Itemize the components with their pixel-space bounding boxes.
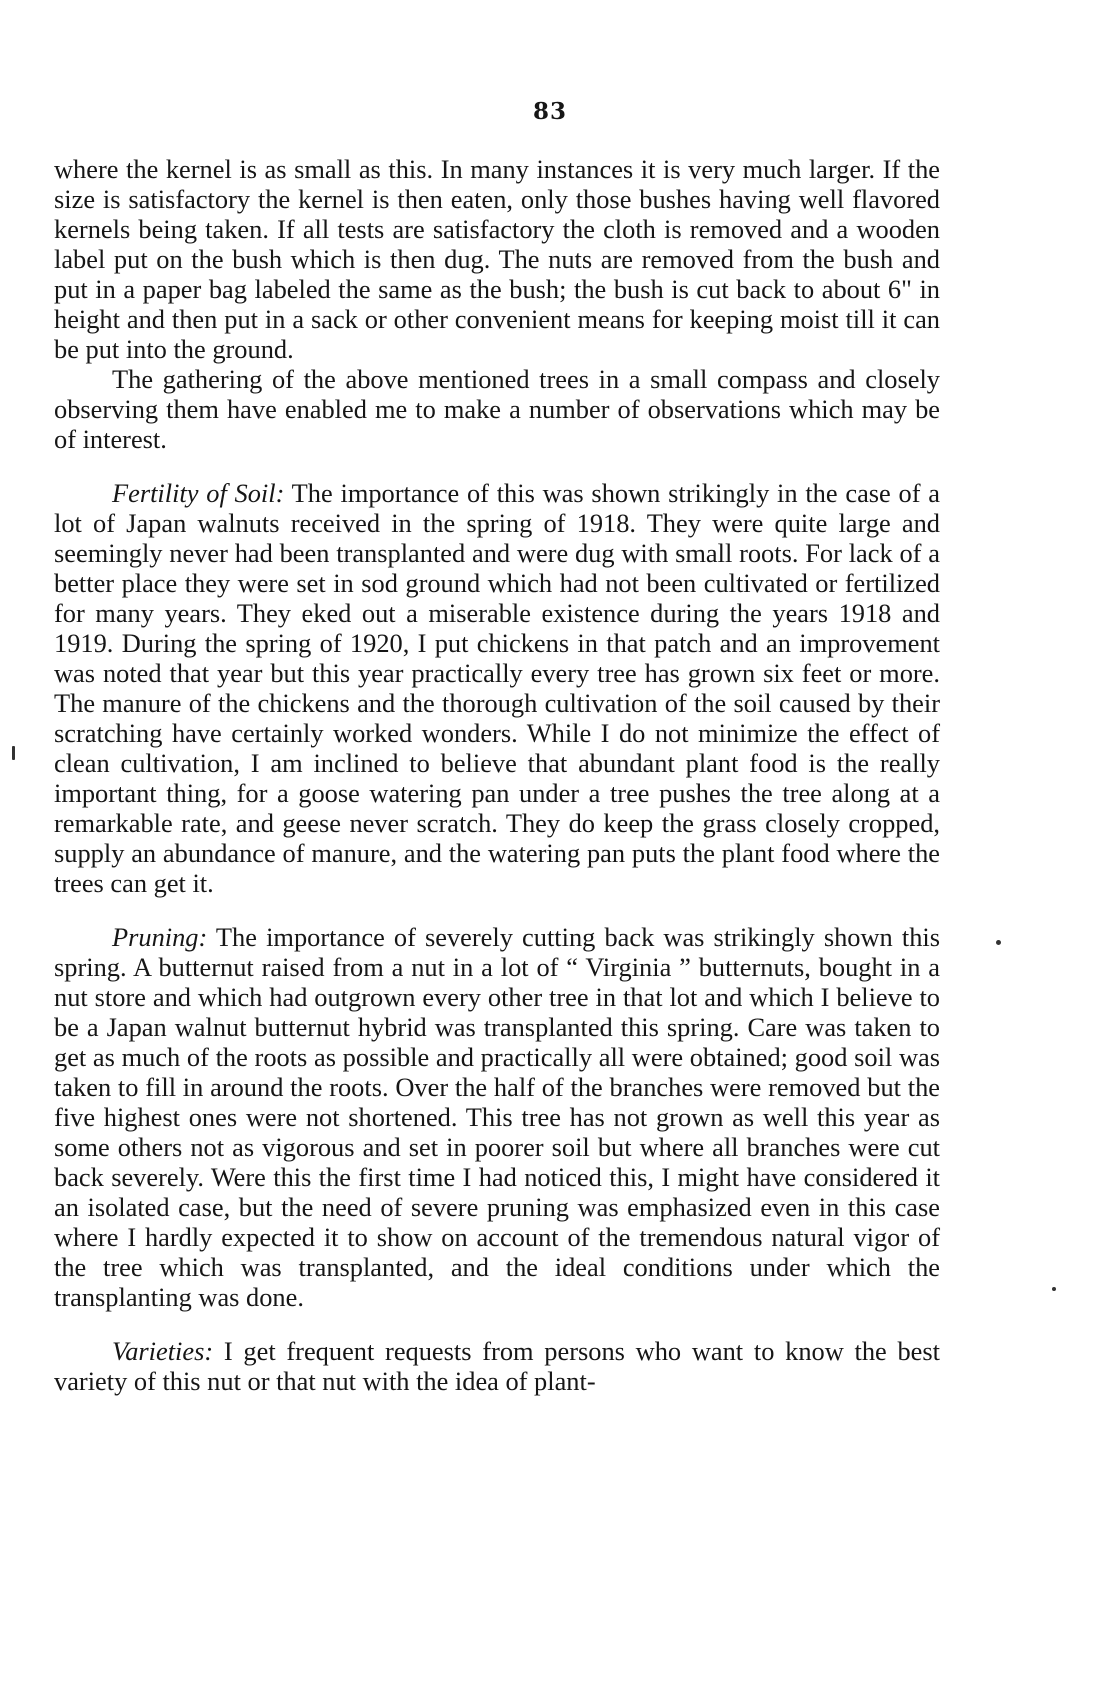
paragraph-text: The importance of severely cutting back was strikingly shown this spring. A butternut raised from a nut in a lot of “ Virginia ” butternuts, bought in a nut store and which had outgrown every other tree in that lot and which I believe to be a Japan walnut butternut hybrid was transplanted this spring. Care was taken to get as much of the roots as possible and practically all were obtained; good soil was taken to fill in around the roots. Over the half of the branches were removed but the five highest ones were not shortened. This tree has not grown as well this year as some others not as vigorous and set in poorer soil but where all branches were cut back severely. Were this the first time I had noticed this, I might have considered it an isolated case, but the need of severe pruning was emphasized even in this case where I hardly expected it to show on account of the tremendous natural vigor of the tree which was transplanted, and the ideal conditions under which the transplanting was done. <box>54 922 940 1312</box>
paragraph-text: I get frequent requests from persons who want to know the best variety of this nut or that nut with the idea of plant- <box>54 1336 940 1396</box>
section-heading-varieties: Varieties: <box>112 1336 214 1366</box>
section-heading-pruning: Pruning: <box>112 922 208 952</box>
paragraph-pruning <box>54 922 940 1312</box>
paragraph-observations <box>54 364 940 454</box>
scan-speck <box>996 940 1001 945</box>
paragraph-text: where the kernel is as small as this. In many instances it is very much larger. If the size is satisfactory the kernel is then eaten, only those bushes having well flavored kernels being taken. If all tests are satisfactory the cloth is removed and a wooden label put on the bush which is then dug. The nuts are removed from the bush and put in a paper bag labeled the same as the bush; the bush is cut back to about 6" in height and then put in a sack or other convenient means for keeping moist till it can be put into the ground. <box>54 154 940 364</box>
paragraph-fertility-of-soil <box>54 478 940 898</box>
section-heading-fertility: Fertility of Soil: <box>112 478 285 508</box>
scan-speck <box>12 746 15 760</box>
paragraph-text: The importance of this was shown strikingly in the case of a lot of Japan walnuts received in the spring of 1918. They were quite large and seemingly never had been transplanted and were dug with small roots. For lack of a better place they were set in sod ground which had not been cultivated or fertilized for many years. They eked out a miserable existence during the years 1918 and 1919. During the spring of 1920, I put chickens in that patch and an improvement was noted that year but this year practically every tree has grown six feet or more. The manure of the chickens and the thorough cultivation of the soil caused by their scratching have certainly worked wonders. While I do not minimize the effect of clean cultivation, I am inclined to believe that abundant plant food is the really important thing, for a goose watering pan under a tree pushes the tree along at a remarkable rate, and geese never scratch. They do keep the grass closely cropped, supply an abundance of manure, and the watering pan puts the plant food where the trees can get it. <box>54 478 940 898</box>
paragraph-text: The gathering of the above mentioned trees in a small compass and closely observing them have enabled me to make a number of observations which may be of interest. <box>54 364 940 454</box>
page-number: 83 <box>532 98 567 125</box>
body-text <box>54 154 940 1396</box>
scan-speck <box>1052 1287 1056 1291</box>
paragraph-varieties <box>54 1336 940 1396</box>
paragraph-continuation <box>54 154 940 364</box>
